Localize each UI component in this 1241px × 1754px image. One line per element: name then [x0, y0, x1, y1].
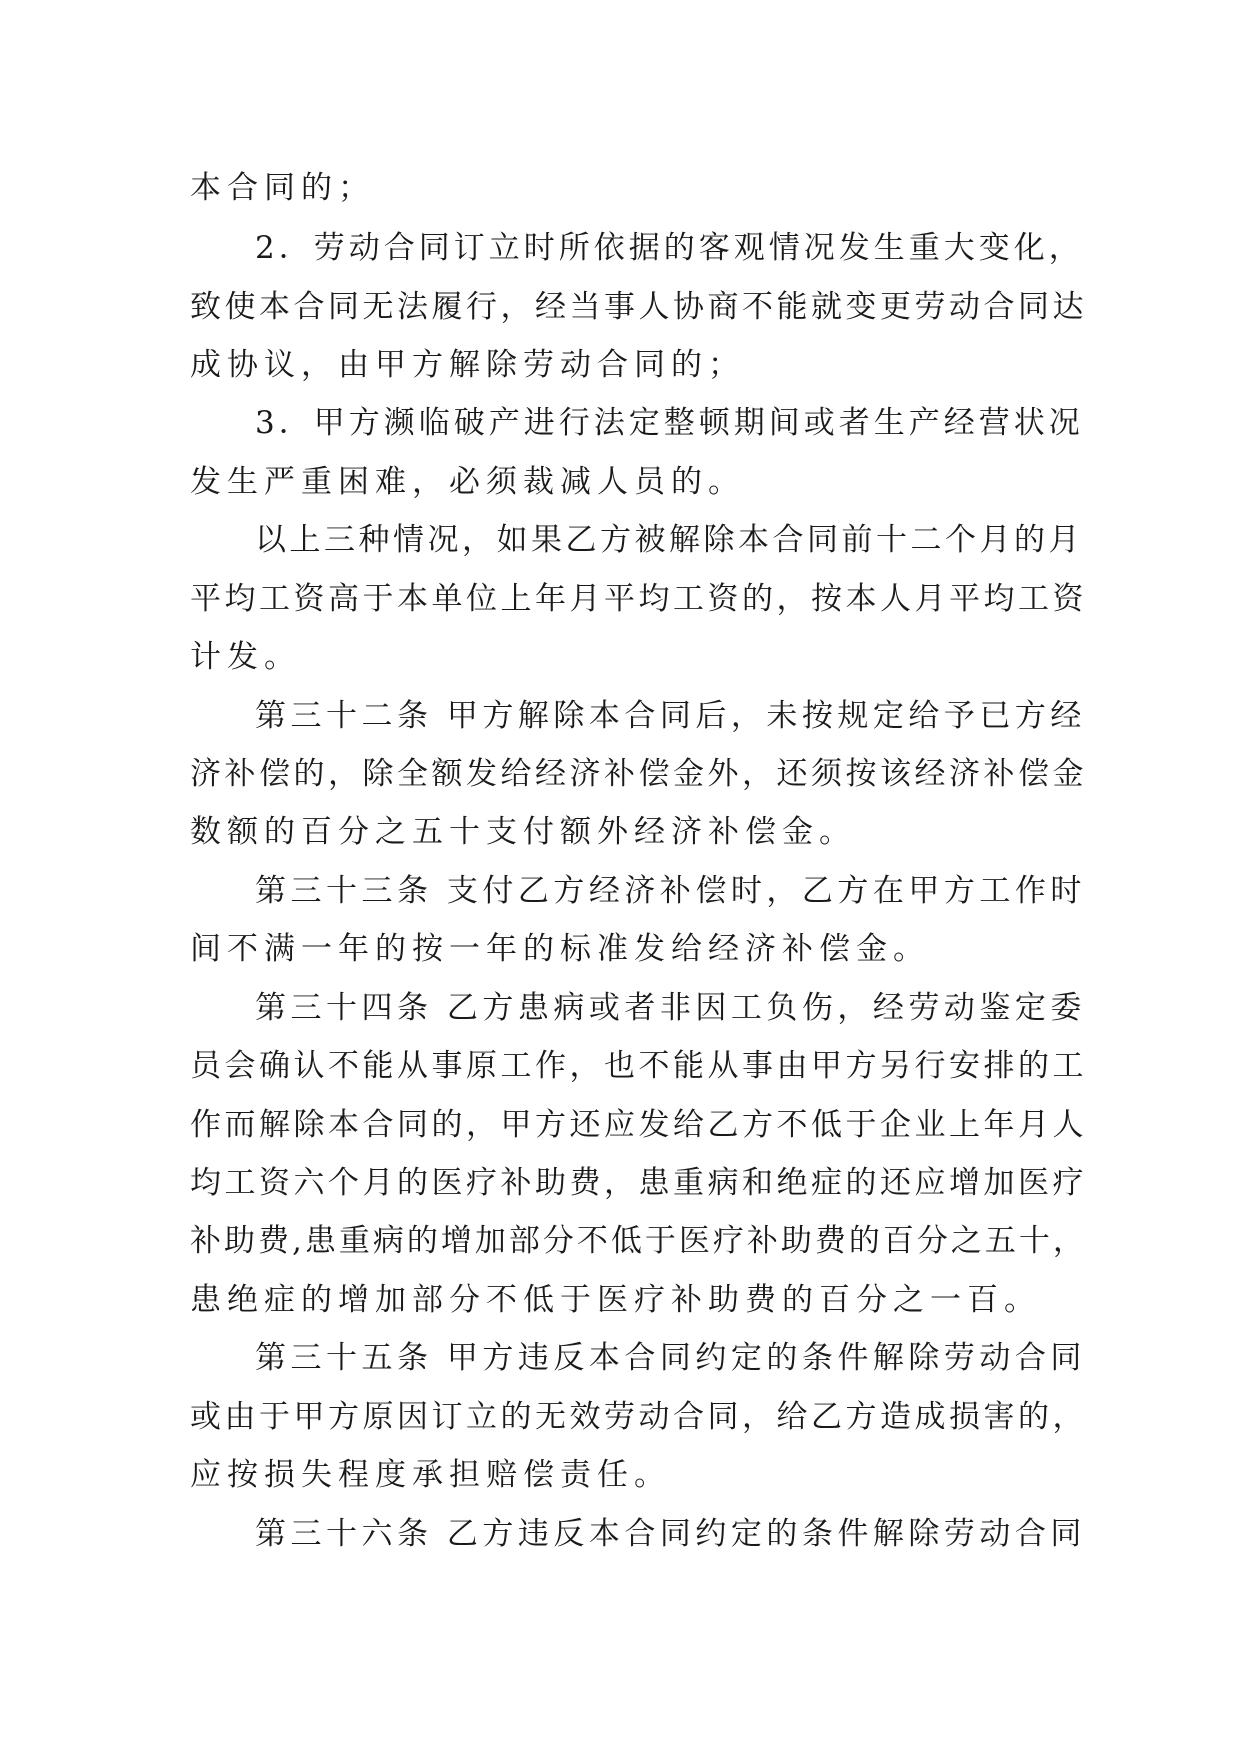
text-line: 第三十三条 支付乙方经济补偿时，乙方在甲方工作时	[255, 873, 1086, 909]
text-line: 应按损失程度承担赔偿责任。	[190, 1457, 671, 1493]
text-line: 计发。	[190, 639, 301, 675]
text-line: 发生严重困难，必须裁减人员的。	[190, 464, 745, 500]
text-line: 致使本合同无法履行，经当事人协商不能就变更劳动合同达	[190, 289, 1087, 325]
text-line: 以上三种情况，如果乙方被解除本合同前十二个月的月	[255, 522, 1083, 558]
text-line: 本合同的；	[190, 170, 375, 206]
text-line: 成协议，由甲方解除劳动合同的；	[190, 347, 745, 383]
text-line: 2．劳动合同订立时所依据的客观情况发生重大变化，	[255, 230, 1084, 266]
text-line: 平均工资高于本单位上年月平均工资的，按本人月平均工资	[190, 581, 1087, 617]
text-line: 患绝症的增加部分不低于医疗补助费的百分之一百。	[190, 1282, 1041, 1318]
text-line: 数额的百分之五十支付额外经济补偿金。	[190, 814, 856, 850]
text-line: 作而解除本合同的，甲方还应发给乙方不低于企业上年月人	[190, 1107, 1087, 1143]
text-line: 均工资六个月的医疗补助费，患重病和绝症的还应增加医疗	[190, 1165, 1087, 1201]
text-line: 济补偿的，除全额发给经济补偿金外，还须按该经济补偿金	[190, 756, 1087, 792]
text-line: 补助费,患重病的增加部分不低于医疗补助费的百分之五十，	[190, 1223, 1087, 1259]
text-line: 第三十五条 甲方违反本合同约定的条件解除劳动合同	[255, 1340, 1086, 1376]
text-line: 3．甲方濒临破产进行法定整顿期间或者生产经营状况	[255, 405, 1084, 441]
text-line: 间不满一年的按一年的标准发给经济补偿金。	[190, 931, 930, 967]
text-line: 第三十二条 甲方解除本合同后，未按规定给予已方经	[255, 698, 1086, 734]
text-line: 员会确认不能从事原工作，也不能从事由甲方另行安排的工	[190, 1048, 1087, 1084]
text-line: 或由于甲方原因订立的无效劳动合同，给乙方造成损害的，	[190, 1399, 1087, 1435]
text-line: 第三十六条 乙方违反本合同约定的条件解除劳动合同	[255, 1516, 1086, 1552]
text-line: 第三十四条 乙方患病或者非因工负伤，经劳动鉴定委	[255, 990, 1086, 1026]
